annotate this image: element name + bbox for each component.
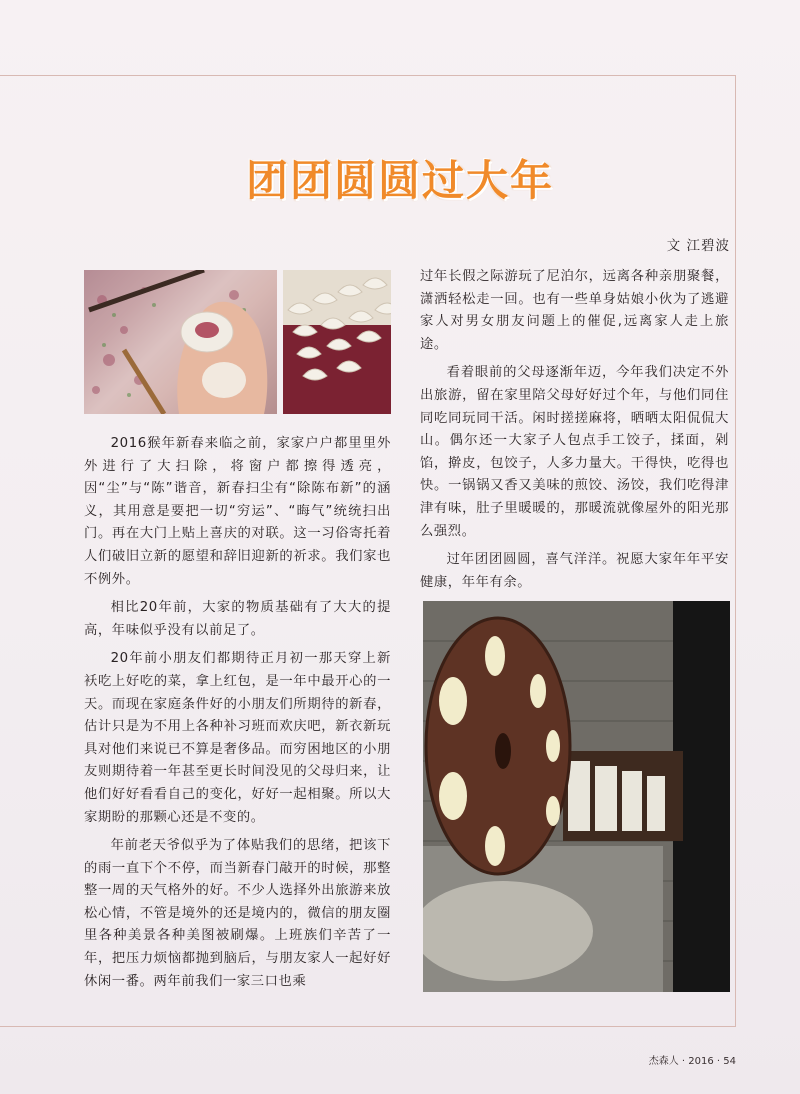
- article-byline: 文 江碧波: [666, 238, 730, 254]
- paragraph: 2016猴年新春来临之前，家家户户都里里外外进行了大扫除，将窗户都擦得透亮，因“尘”与“陈”谐音，新春扫尘有“除陈布新”的涵义，其用意是要把一切“穷运”、“晦气”统统扫出门。再在大门上贴上喜庆的对联。这一习俗寄托着人们破旧立新的愿望和辞旧迎新的祈求。我们家也不例外。: [84, 436, 391, 587]
- paragraph: 相比20年前，大家的物质基础有了大大的提高，年味似乎没有以前足了。: [84, 600, 391, 638]
- paragraph: 年前老天爷似乎为了体贴我们的思绪，把该下的雨一直下个不停，而当新春门敲开的时候，那整整一周的天气格外的好。不少人选择外出旅游来放松心情，不管是境外的还是境内的，微信的朋友圈里各种美景各种美图被刷爆。上班族们辛苦了一年，把压力烦恼都抛到脑后，与朋友家人一起好好休闲一番。两年前我们一家三口也乘: [84, 838, 391, 989]
- paragraph: 过年长假之际游玩了尼泊尔，远离各种亲朋聚餐，潇洒轻松走一回。也有一些单身姑娘小伙为了逃避家人对男女朋友问题上的催促,远离家人走上旅途。: [420, 269, 729, 352]
- page-footer: 杰森人 · 2016 · 54: [648, 1056, 736, 1067]
- photo-wooden-wall-decoration: [423, 601, 730, 992]
- article-column-left: [84, 433, 391, 999]
- photo-dumplings-tray: [283, 270, 391, 414]
- article-column-right: [420, 266, 729, 600]
- paragraph: 看着眼前的父母逐渐年迈，今年我们决定不外出旅游，留在家里陪父母好好过个年，与他们同住同吃同玩同干活。闲时搓搓麻将，晒晒太阳侃侃大山。偶尔还一大家子人包点手工饺子，揉面，剁馅，擀皮，包饺子，人多力量大。干得快，吃得也快。一锅锅又香又美味的煎饺、汤饺，我们吃得津津有味，肚子里暖暖的，那暖流就像屋外的阳光那么强烈。: [420, 365, 729, 539]
- paragraph: 20年前小朋友们都期待正月初一那天穿上新袄吃上好吃的菜，拿上红包，是一年中最开心的一天。而现在家庭条件好的小朋友们所期待的新春，估计只是为不用上各种补习班而欢庆吧，新衣新玩具对他们来说已不算是奢侈品。而穷困地区的小朋友则期待着一年甚至更长时间没见的父母归来，让他们好好看看自己的变化，好好一起相聚。所以大家期盼的那颗心还是不变的。: [84, 651, 391, 825]
- paragraph: 过年团团圆圆，喜气洋洋。祝愿大家年年平安健康，年年有余。: [420, 552, 729, 590]
- photo-dumpling-in-hand: [84, 270, 277, 414]
- article-title: 团团圆圆过大年: [245, 156, 554, 205]
